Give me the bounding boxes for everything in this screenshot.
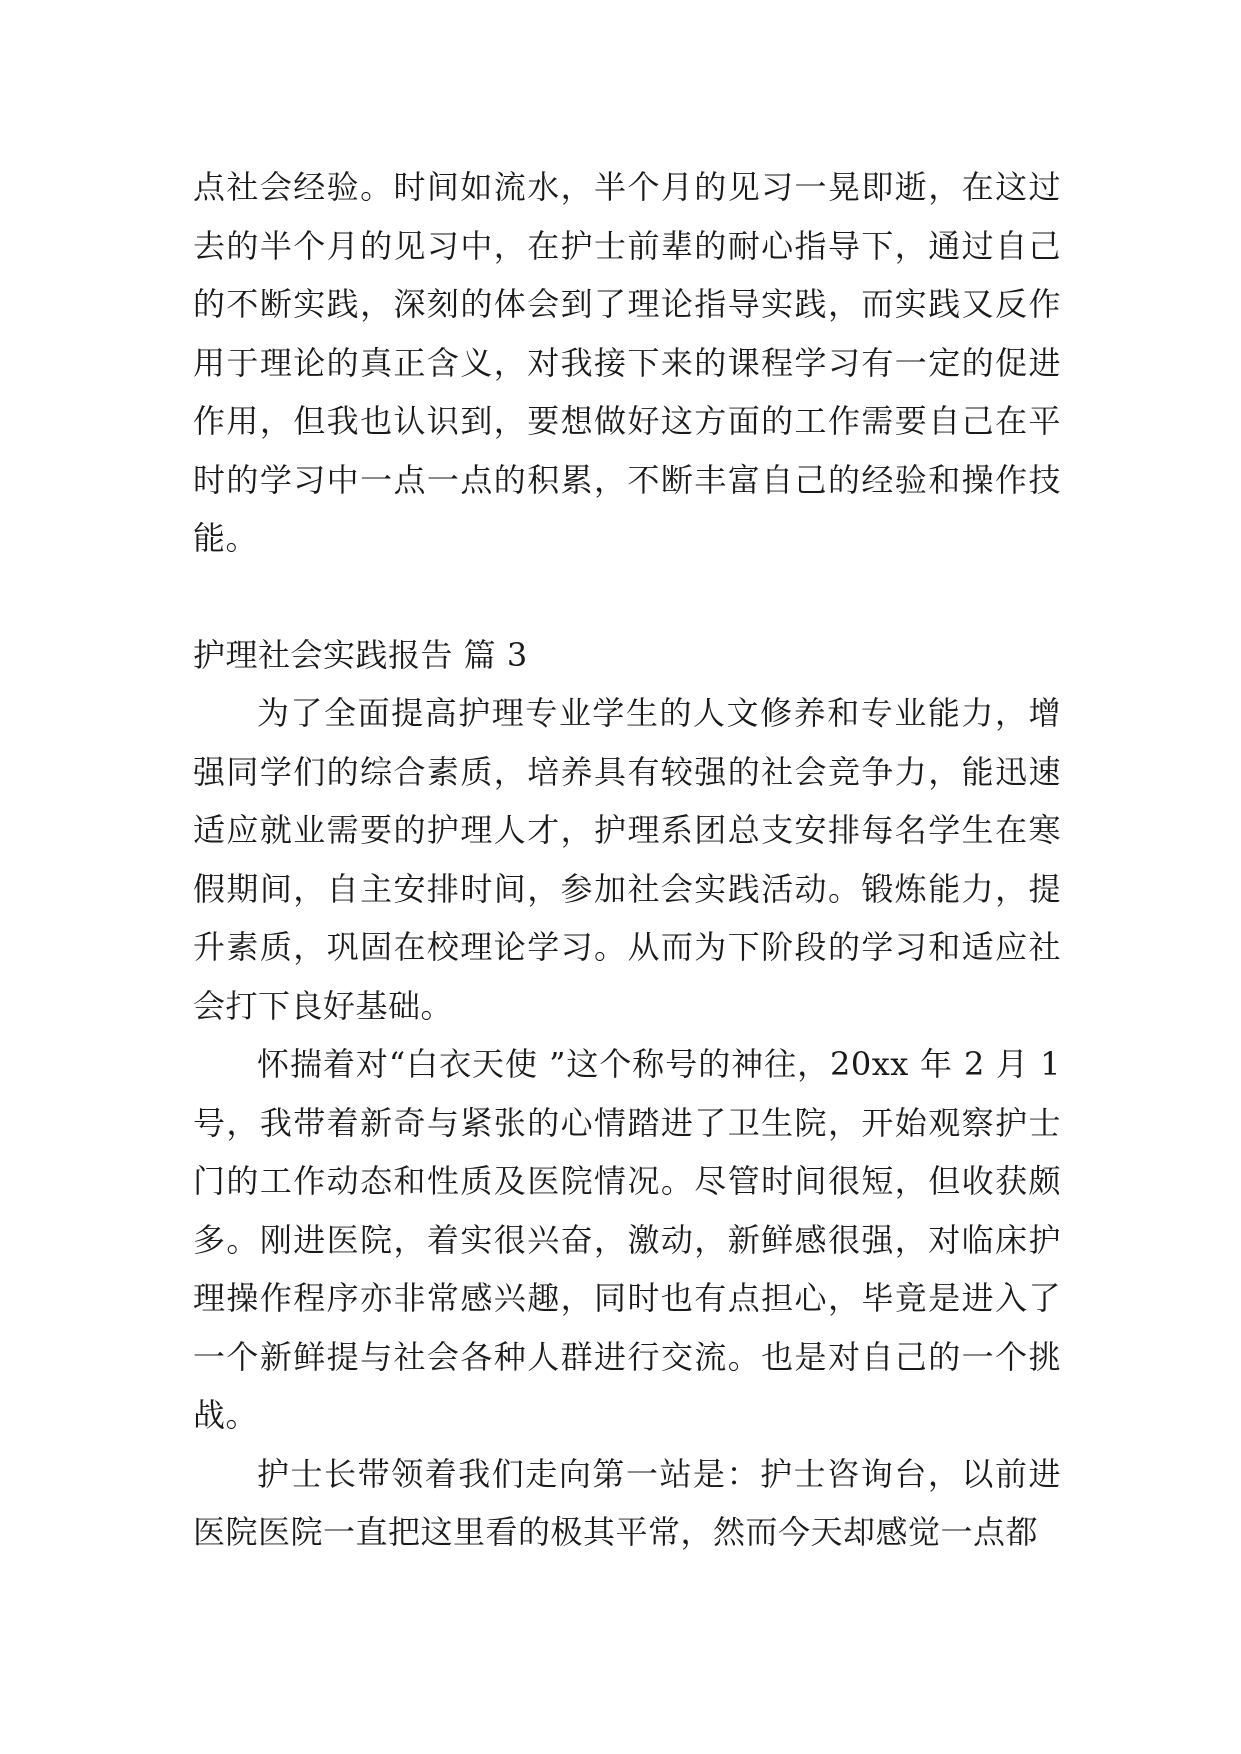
- paragraph-intro: 为了全面提高护理专业学生的人文修养和专业能力，增强同学们的综合素质，培养具有较强的社会竞争力，能迅速适应就业需要的护理人才，护理系团总支安排每名学生在寒假期间，自主安排时间，参加社会实践活动。锻炼能力，提升素质，巩固在校理论学习。从而为下阶段的学习和适应社会打下良好基础。: [193, 694, 1061, 1025]
- paragraph-experience: 怀揣着对“白衣天使 ”这个称号的神往，20xx 年 2 月 1 号，我带着新奇与紧张的心情踏进了卫生院，开始观察护士门的工作动态和性质及医院情况。尽管时间很短，但收获颇多。刚进医院，着实很兴奋，激动，新鲜感很强，对临床护理操作程序亦非常感兴趣，同时也有点担心，毕竟是进入了一个新鲜提与社会各种人群进行交流。也是对自己的一个挑战。: [193, 1045, 1061, 1434]
- paragraph-continuation: 点社会经验。时间如流水，半个月的见习一晃即逝，在这过去的半个月的见习中，在护士前辈的耐心指导下，通过自己的不断实践，深刻的体会到了理论指导实践，而实践又反作用于理论的真正含义，对我接下来的课程学习有一定的促进作用，但我也认识到，要想做好这方面的工作需要自己在平时的学习中一点一点的积累，不断丰富自己的经验和操作技能。: [193, 168, 1061, 557]
- section-heading: 护理社会实践报告 篇 3: [193, 635, 528, 674]
- paragraph-first-station: 护士长带领着我们走向第一站是：护士咨询台，以前进医院医院一直把这里看的极其平常，然而今天却感觉一点都: [193, 1454, 1061, 1551]
- document-body: [193, 158, 1061, 1562]
- section-spacer: [193, 568, 1061, 626]
